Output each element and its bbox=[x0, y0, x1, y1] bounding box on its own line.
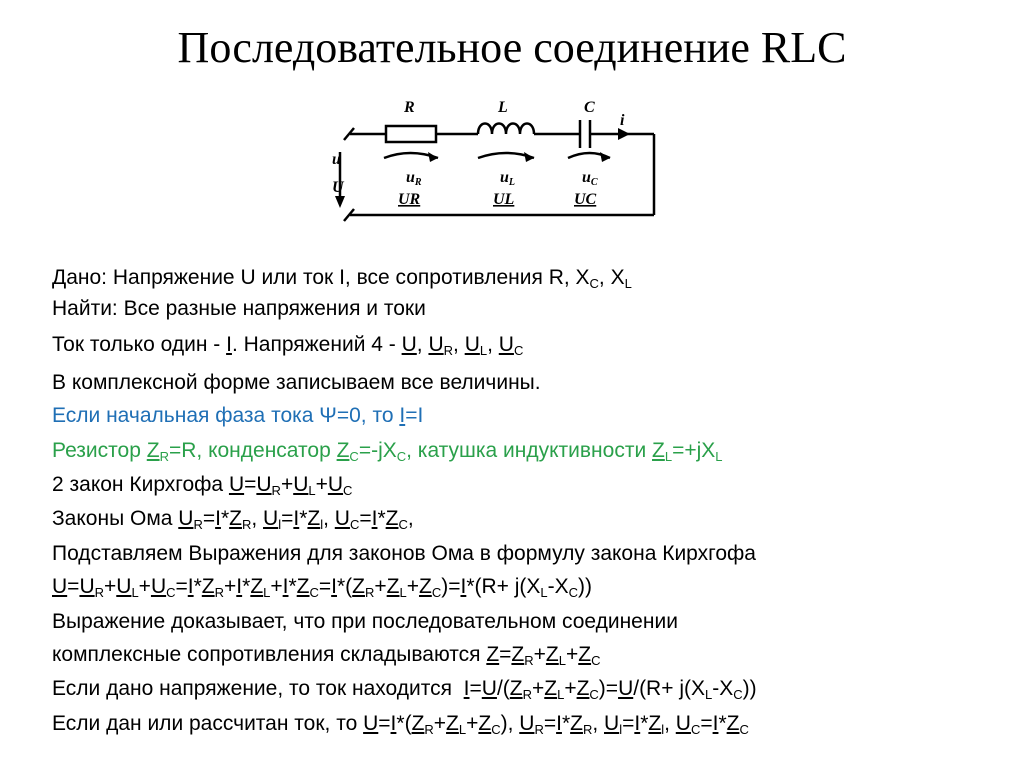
slide-title: Последовательное соединение RLC bbox=[177, 23, 847, 72]
text-line-impedance-sum: комплексные сопротивления складываются $Z=Z_R+Z_L+Z_C$ bbox=[52, 643, 601, 668]
text-line-complex-form: В комплексной форме записываем все величины. bbox=[52, 371, 541, 394]
label-uL: uL bbox=[500, 169, 516, 188]
resistor-symbol bbox=[386, 126, 436, 142]
label-U: U bbox=[332, 179, 344, 196]
label-UR: UR bbox=[398, 191, 421, 208]
text-line-currents: Ток только один - I. Напряжений 4 - U, $U_R$, $U_L$, $U_C$ bbox=[52, 333, 524, 358]
text-line-substitute: Подставляем Выражения для законов Ома в формулу закона Кирхгофа bbox=[52, 542, 756, 565]
text-line-phase: Если начальная фаза тока Ψ=0, то I=I bbox=[52, 404, 424, 427]
rlc-circuit-diagram bbox=[318, 92, 668, 227]
label-L: L bbox=[498, 99, 508, 116]
label-i: i bbox=[620, 112, 625, 129]
inductor-symbol bbox=[478, 124, 534, 135]
text-line-sum-formula: $U=U_R+U_L+U_C=I*Z_R+I*Z_L+I*Z_C=I*(Z_R+Z_L+Z_C)=I*(R+ j(X_L-X_C))$ bbox=[52, 575, 593, 600]
text-line-given: Дано: Напряжение U или ток I, все сопротивления R, $X_C$, $X_L$ bbox=[52, 266, 632, 291]
text-line-kirchhoff: 2 закон Кирхгофа $U=U_R+U_L+U_C$ bbox=[52, 473, 353, 498]
text-line-ohm-laws: Законы Ома $U_R=I*Z_R$, $U_l=I*Z_l$, $U_C=I*Z_C$, bbox=[52, 507, 414, 532]
label-C: C bbox=[584, 99, 595, 116]
text-line-current-from-voltage: Если дано напряжение, то ток находится $I=U/(Z_R+Z_L+Z_C)=U/(R+ j(X_L-X_C))$ bbox=[52, 677, 757, 702]
label-uR: uR bbox=[406, 169, 422, 188]
text-line-impedances: Резистор $Z_R=R$, конденсатор $Z_C=-jX_C$, катушка индуктивности $Z_L=+jX_L$ bbox=[52, 439, 723, 464]
text-line-find: Найти: Все разные напряжения и токи bbox=[52, 297, 426, 320]
label-uC: uC bbox=[582, 169, 598, 188]
label-UL: UL bbox=[493, 191, 515, 208]
text-line-voltage-from-current: Если дан или рассчитан ток, то $U=I*(Z_R+Z_L+Z_C)$, $U_R=I*Z_R$, $U_l=I*Z_l$, $U_C=I*Z_C$ bbox=[52, 712, 749, 737]
label-UC: UC bbox=[574, 191, 597, 208]
label-u: u bbox=[332, 151, 341, 168]
text-line-proves: Выражение доказывает, что при последовательном соединении bbox=[52, 610, 678, 633]
label-R: R bbox=[404, 99, 415, 116]
